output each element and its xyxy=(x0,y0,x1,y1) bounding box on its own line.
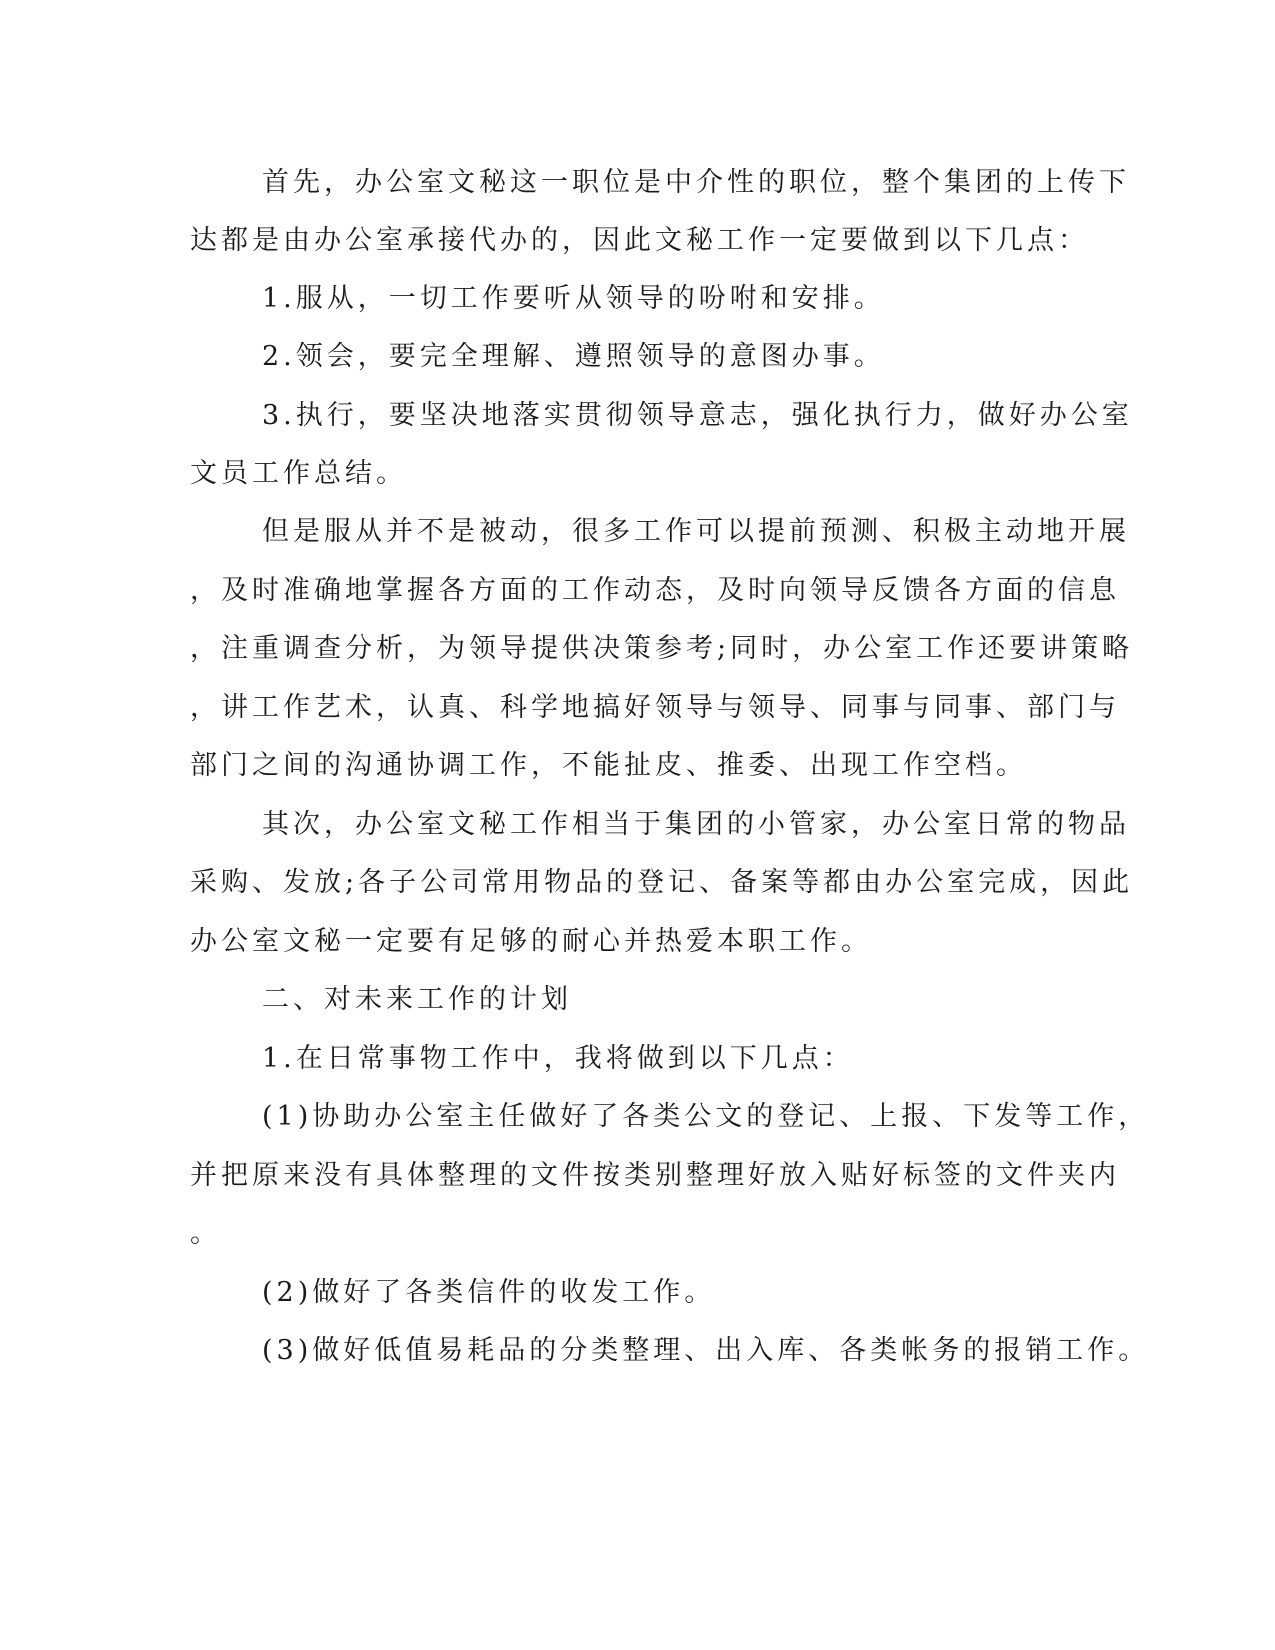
paragraph-line: 但是服从并不是被动，很多工作可以提前预测、积极主动地开展 xyxy=(262,516,1130,547)
paragraph-line: 文员工作总结。 xyxy=(190,458,407,489)
paragraph-line: 部门之间的沟通协调工作，不能扯皮、推委、出现工作空档。 xyxy=(190,750,1027,781)
paragraph-line: 办公室文秘一定要有足够的耐心并热爱本职工作。 xyxy=(190,926,872,957)
list-item-line: 2.领会，要完全理解、遵照领导的意图办事。 xyxy=(262,341,885,372)
paragraph-line: 。 xyxy=(190,1218,221,1249)
paragraph-line: 达都是由办公室承接代办的，因此文秘工作一定要做到以下几点： xyxy=(190,225,1089,256)
paragraph-line: 采购、发放;各子公司常用物品的登记、备案等都由办公室完成，因此 xyxy=(190,867,1134,898)
list-item-line: 3.执行，要坚决地落实贯彻领导意志，强化执行力，做好办公室 xyxy=(262,400,1133,431)
paragraph-line: 并把原来没有具体整理的文件按类别整理好放入贴好标签的文件夹内 xyxy=(190,1160,1120,1191)
paragraph-line: ，及时准确地掌握各方面的工作动态，及时向领导反馈各方面的信息 xyxy=(190,575,1120,606)
paragraph-line: 其次，办公室文秘工作相当于集团的小管家，办公室日常的物品 xyxy=(262,809,1130,840)
paragraph-line: ，注重调查分析，为领导提供决策参考;同时，办公室工作还要讲策略 xyxy=(190,633,1134,664)
list-item-line: (3)做好低值易耗品的分类整理、出入库、各类帐务的报销工作。 xyxy=(262,1335,1150,1366)
section-heading: 二、对未来工作的计划 xyxy=(262,984,572,1015)
list-item-line: 1.在日常事物工作中，我将做到以下几点： xyxy=(262,1043,854,1074)
paragraph-line: 首先，办公室文秘这一职位是中介性的职位，整个集团的上传下 xyxy=(262,167,1130,198)
list-item-line: (2)做好了各类信件的收发工作。 xyxy=(262,1277,716,1308)
paragraph-line: ，讲工作艺术，认真、科学地搞好领导与领导、同事与同事、部门与 xyxy=(190,692,1120,723)
list-item-line: 1.服从，一切工作要听从领导的吩咐和安排。 xyxy=(262,283,885,314)
list-item-line: (1)协助办公室主任做好了各类公文的登记、上报、下发等工作， xyxy=(262,1101,1150,1132)
